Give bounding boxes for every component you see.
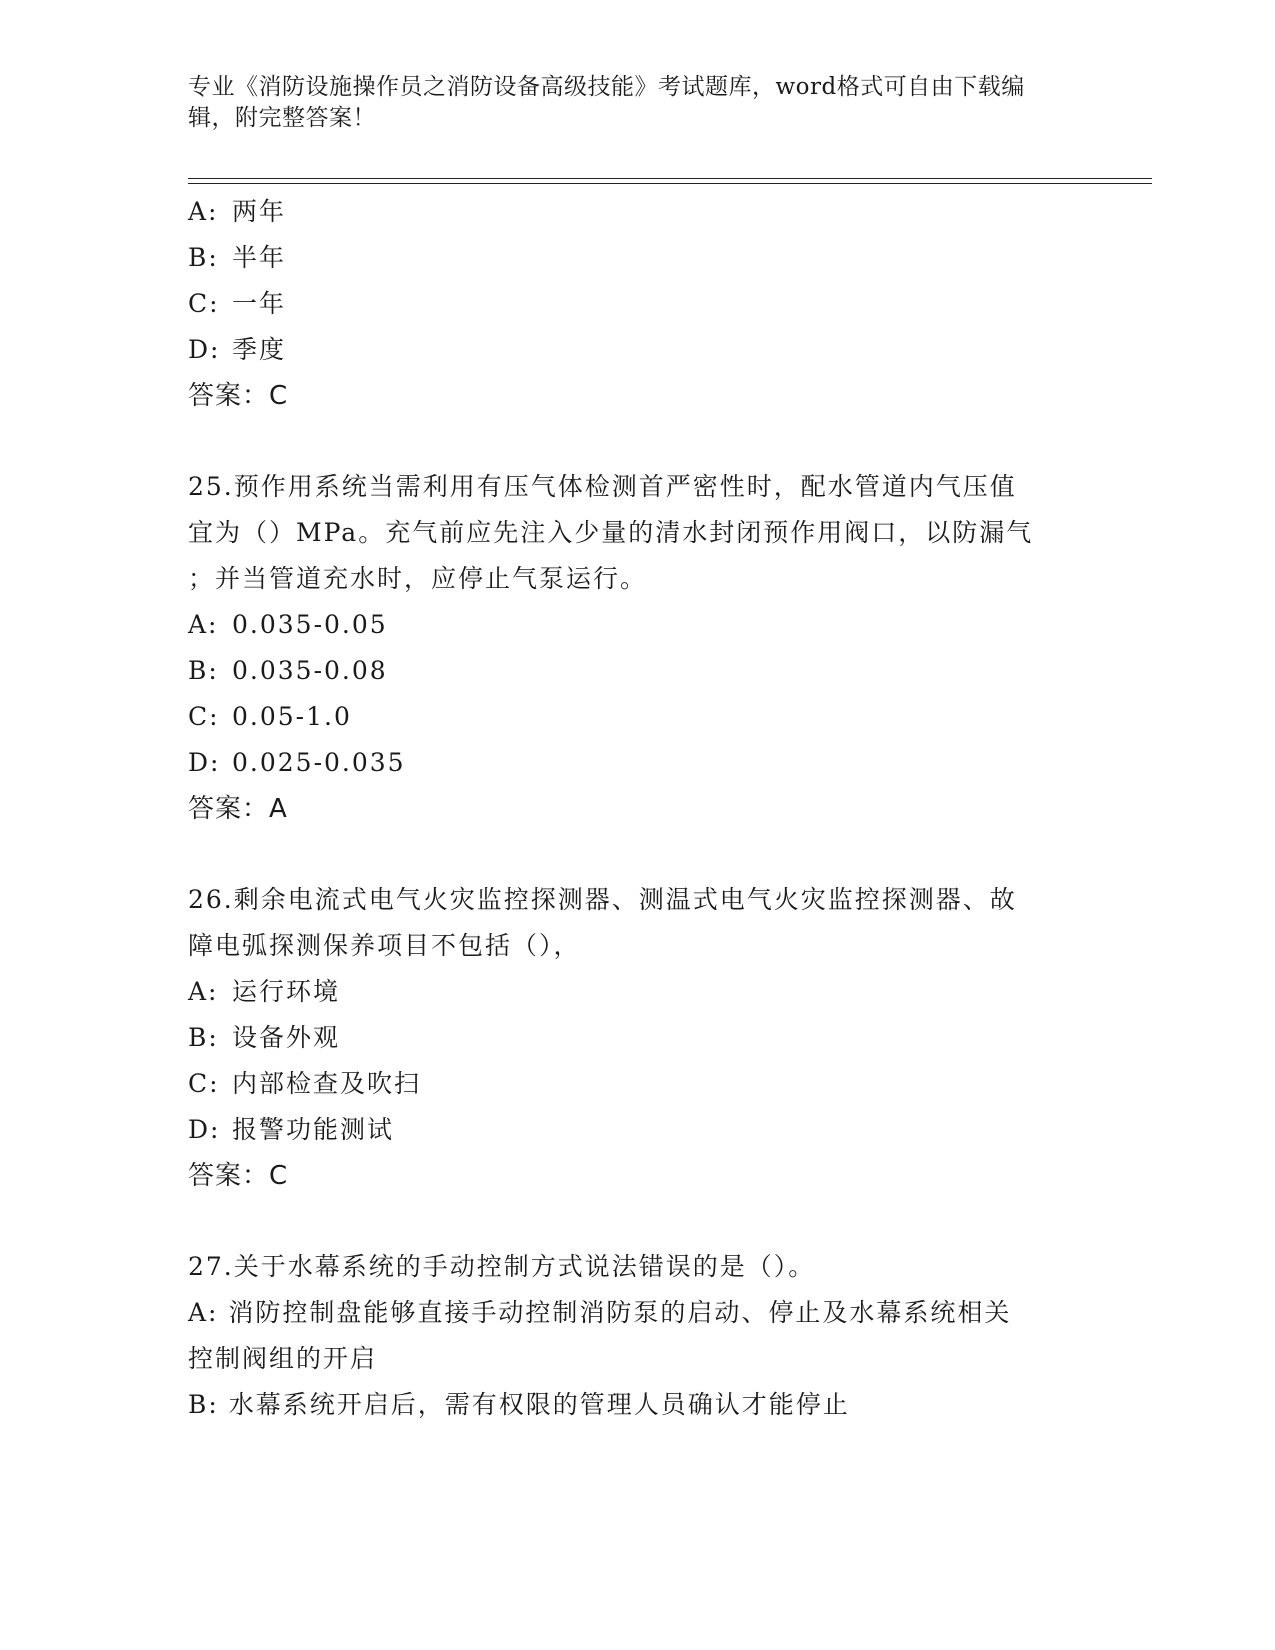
spacer [188, 832, 1088, 877]
option-label: D: [188, 748, 221, 777]
question-text-line: ；并当管道充水时，应停止气泵运行。 [188, 564, 648, 593]
question-25 [188, 464, 1088, 832]
question-text-line: 宜为（）MPa。充气前应先注入少量的清水封闭预作用阀口，以防漏气 [188, 518, 1034, 547]
question-text-line: 25.预作用系统当需利用有压气体检测首严密性时，配水管道内气压值 [188, 472, 1017, 501]
option-a-line-2: 控制阀组的开启 [188, 1344, 378, 1373]
option-label: B: [188, 243, 219, 272]
option-label: C: [188, 1069, 220, 1098]
question-27 [188, 1244, 1088, 1428]
question-text-line: 障电弧探测保养项目不包括（）， [188, 931, 581, 960]
document-header [188, 72, 1068, 134]
answer-line: 答案：C [188, 381, 289, 411]
option-label: A: [188, 610, 219, 639]
option-a [188, 969, 1088, 1015]
option-b [188, 648, 1088, 694]
option-label: D: [188, 1115, 221, 1144]
option-label: A: [188, 197, 219, 226]
option-text: 半年 [232, 243, 287, 272]
option-label: B: [188, 1023, 219, 1052]
option-text: 设备外观 [232, 1023, 341, 1052]
header-divider-bottom [188, 183, 1152, 184]
question-26 [188, 877, 1088, 1199]
question-text-line: 26.剩余电流式电气火灾监控探测器、测温式电气火灾监控探测器、故 [188, 885, 1017, 914]
option-label: D: [188, 335, 221, 364]
option-label: C: [188, 702, 220, 731]
question-content [188, 189, 1088, 1428]
option-label: B: [188, 656, 219, 685]
option-text: 0.035-0.08 [232, 656, 388, 685]
spacer [188, 419, 1088, 464]
option-d [188, 740, 1088, 786]
option-a [188, 189, 1088, 235]
option-text: 0.035-0.05 [232, 610, 388, 639]
option-c [188, 694, 1088, 740]
option-text: 内部检查及吹扫 [232, 1069, 422, 1098]
option-c [188, 281, 1088, 327]
option-d [188, 1107, 1088, 1153]
option-text: 季度 [232, 335, 287, 364]
header-divider-top [188, 178, 1152, 179]
option-label: C: [188, 289, 220, 318]
option-text: 0.05-1.0 [232, 702, 352, 731]
question-text-line: 27.关于水幕系统的手动控制方式说法错误的是（）。 [188, 1252, 816, 1281]
answer-line: 答案：A [188, 794, 288, 824]
header-line-1: 专业《消防设施操作员之消防设备高级技能》考试题库，word格式可自由下载编 [188, 74, 1025, 100]
option-text: 报警功能测试 [232, 1115, 395, 1144]
option-d [188, 327, 1088, 373]
option-text: 一年 [232, 289, 287, 318]
option-c [188, 1061, 1088, 1107]
option-a [188, 602, 1088, 648]
option-label: A: [188, 977, 219, 1006]
option-text: 0.025-0.035 [232, 748, 406, 777]
option-text: 两年 [232, 197, 287, 226]
option-a-line-1: A: 消防控制盘能够直接手动控制消防泵的启动、停止及水幕系统相关 [188, 1298, 1012, 1327]
option-b [188, 235, 1088, 281]
answer-line: 答案：C [188, 1161, 289, 1191]
question-24-options [188, 189, 1088, 419]
header-line-2: 辑，附完整答案！ [188, 105, 376, 131]
spacer [188, 1199, 1088, 1244]
option-text: 运行环境 [232, 977, 341, 1006]
option-b [188, 1015, 1088, 1061]
option-b: B: 水幕系统开启后，需有权限的管理人员确认才能停止 [188, 1390, 850, 1419]
